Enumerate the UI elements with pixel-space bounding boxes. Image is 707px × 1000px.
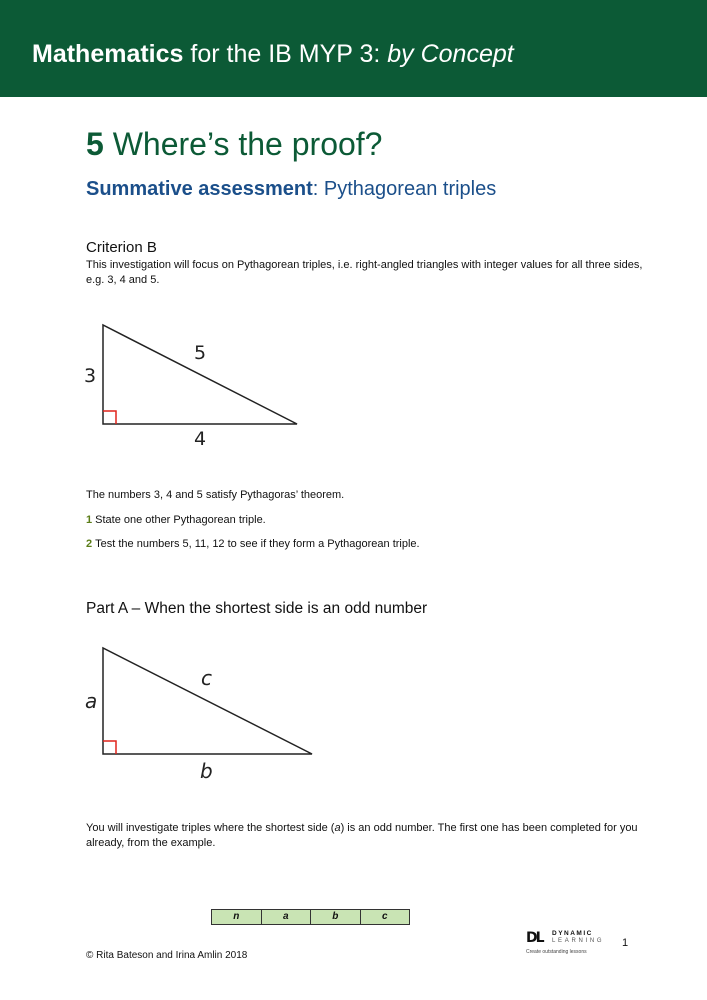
theorem-statement: The numbers 3, 4 and 5 satisfy Pythagoras’ theorem. [86,489,345,501]
triangle-1-hypotenuse-label: 5 [194,342,207,364]
table-header-n: n [233,911,240,922]
book-title-bold: Mathematics [32,40,184,68]
part-a-text-before: You will investigate triples where the shortest side ( [86,822,335,834]
subheading-rest: : Pythagorean triples [312,178,497,200]
triples-table-header [211,909,410,925]
table-header-c: c [360,910,410,924]
criterion-heading: Criterion B [86,239,157,256]
part-a-variable: a [334,822,341,834]
question-number: 2 [86,538,93,550]
logo-word-learning: LEARNING [552,938,605,944]
triangle-2-hypotenuse-label: c [201,666,212,690]
intro-paragraph: This investigation will focus on Pythagorean triples, i.e. right-angled triangles with integer values for all three sides, e.g. 3, 4 and 5. [86,259,643,286]
question-text: Test the numbers 5, 11, 12 to see if they form a Pythagorean triple. [95,538,420,550]
triangle-2-shape [103,648,312,754]
triangle-1-bottom-label: 4 [194,428,207,450]
book-title-italic: by Concept [387,40,514,68]
triangle-2-left-label: a [85,689,98,713]
subheading-bold: Summative assessment [86,178,313,200]
triangle-2-bottom-label: b [200,759,213,783]
page-number: 1 [622,937,629,949]
chapter-name: Where’s the proof? [103,126,383,162]
part-a-text-after: ) is an odd number. The first one has been completed for you already, from the example. [86,822,638,849]
triangle-1-shape [103,325,297,424]
table-header-a: a [261,910,311,924]
question-2 [86,537,646,552]
right-angle-marker [103,411,116,424]
question-1 [86,513,646,528]
logo-word-dynamic: DYNAMIC [552,930,593,937]
part-a-paragraph [86,821,646,851]
logo-mark: DL [526,930,543,946]
right-angle-marker [103,741,116,754]
triangle-1-left-label: 3 [84,365,97,387]
question-text: State one other Pythagorean triple. [95,514,266,526]
question-number: 1 [86,514,93,526]
table-header-b: b [310,910,360,924]
dynamic-learning-logo [526,929,606,959]
chapter-number: 5 [86,126,104,162]
logo-tagline: Create outstanding lessons [526,949,587,955]
part-a-heading: Part A – When the shortest side is an odd number [86,600,428,617]
book-title-mid: for the IB MYP 3: [183,40,388,68]
copyright-notice: © Rita Bateson and Irina Amlin 2018 [86,950,248,961]
